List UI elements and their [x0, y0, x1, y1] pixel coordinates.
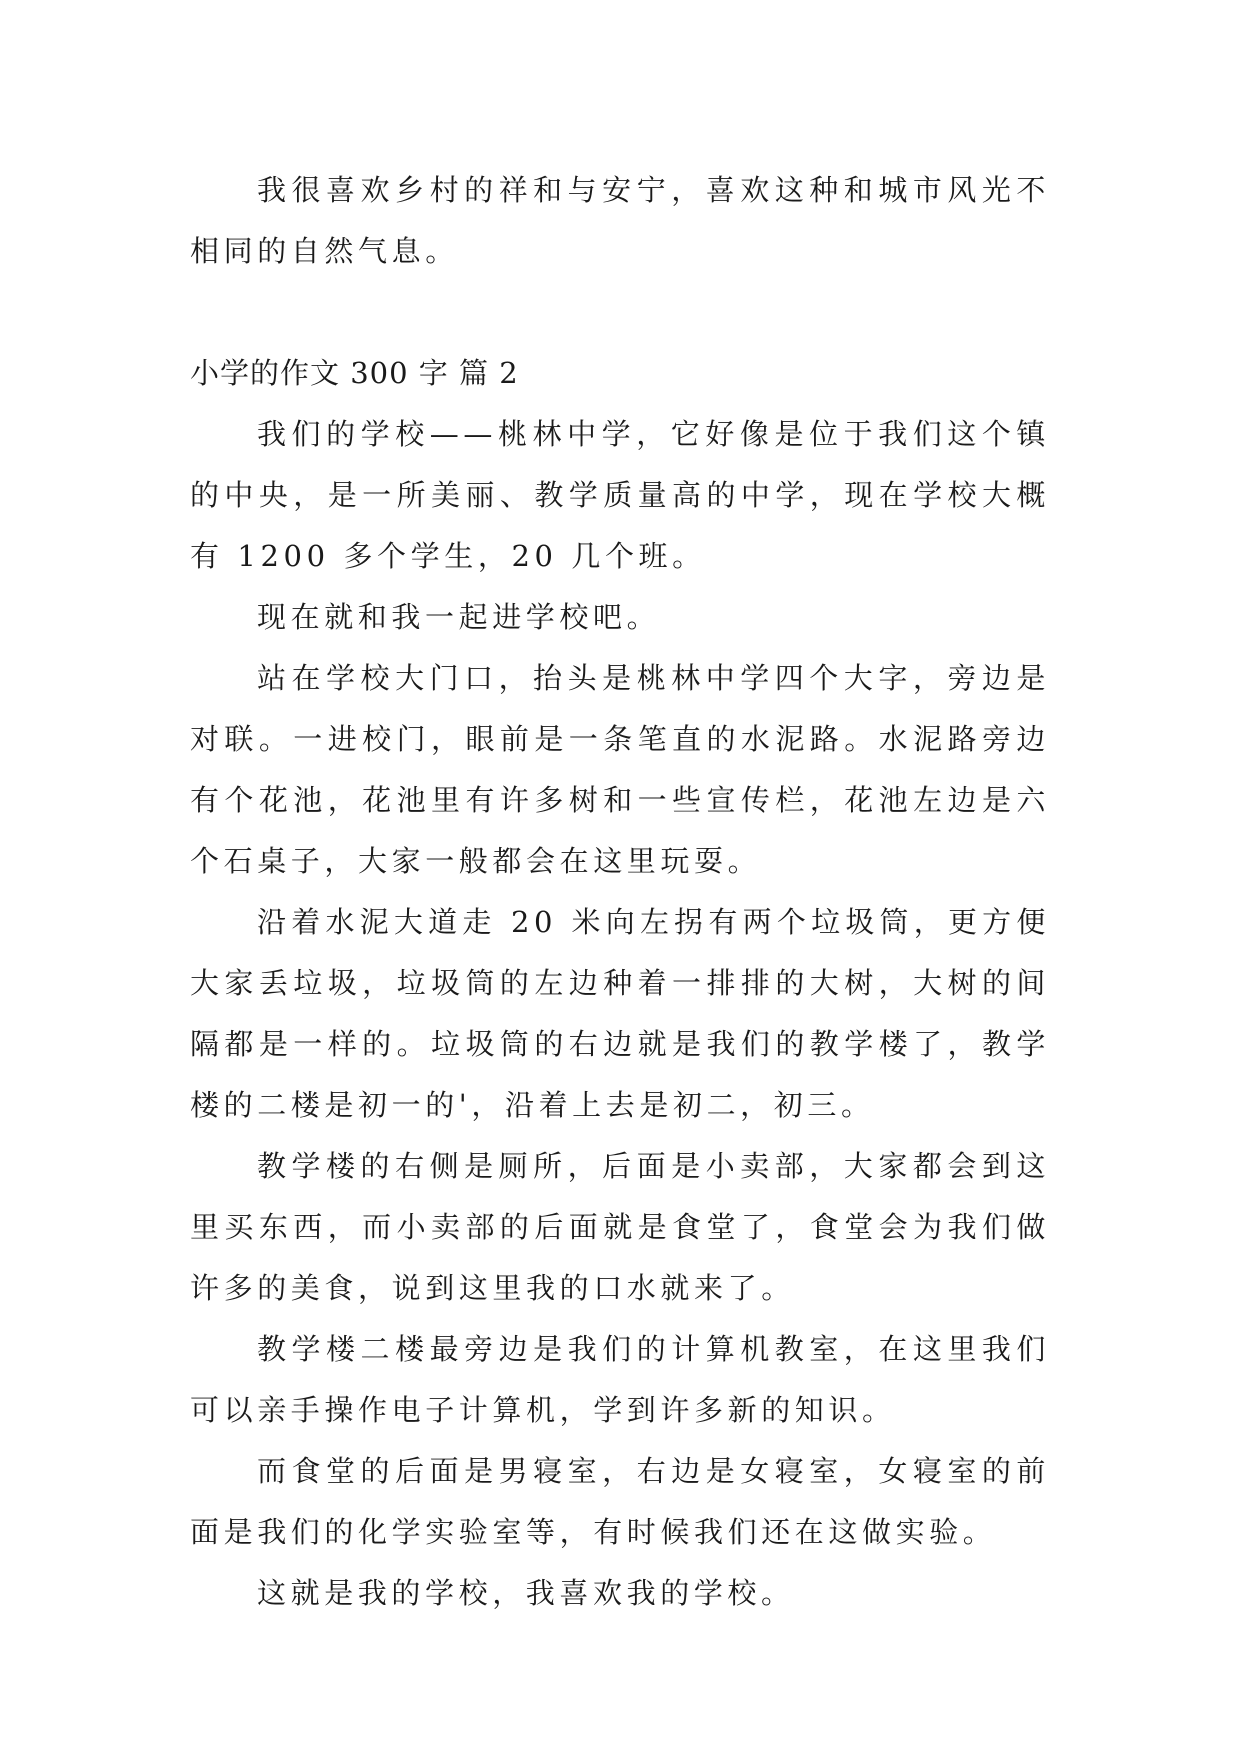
paragraph: 我们的学校——桃林中学，它好像是位于我们这个镇的中央，是一所美丽、教学质量高的中学，现在学校大概有 1200 多个学生，20 几个班。 — [190, 417, 1050, 573]
section-heading: 小学的作文 300 字 篇 2 — [190, 356, 519, 390]
paragraph: 教学楼的右侧是厕所，后面是小卖部，大家都会到这里买东西，而小卖部的后面就是食堂了，食堂会为我们做许多的美食，说到这里我的口水就来了。 — [190, 1149, 1050, 1305]
document-body — [190, 160, 1050, 1624]
paragraph: 现在就和我一起进学校吧。 — [257, 600, 661, 634]
paragraph: 沿着水泥大道走 20 米向左拐有两个垃圾筒，更方便大家丢垃圾，垃圾筒的左边种着一排排的大树，大树的间隔都是一样的。垃圾筒的右边就是我们的教学楼了，教学楼的二楼是初一的'，沿着上去是初二，初三。 — [190, 905, 1050, 1122]
intro-paragraph: 我很喜欢乡村的祥和与安宁，喜欢这种和城市风光不相同的自然气息。 — [190, 173, 1050, 268]
paragraph: 而食堂的后面是男寝室，右边是女寝室，女寝室的前面是我们的化学实验室等，有时候我们还在这做实验。 — [190, 1454, 1050, 1549]
paragraph: 教学楼二楼最旁边是我们的计算机教室，在这里我们可以亲手操作电子计算机，学到许多新的知识。 — [190, 1332, 1050, 1427]
paragraph: 这就是我的学校，我喜欢我的学校。 — [257, 1576, 795, 1610]
paragraph: 站在学校大门口，抬头是桃林中学四个大字，旁边是对联。一进校门，眼前是一条笔直的水泥路。水泥路旁边有个花池，花池里有许多树和一些宣传栏，花池左边是六个石桌子，大家一般都会在这里玩耍。 — [190, 661, 1050, 878]
